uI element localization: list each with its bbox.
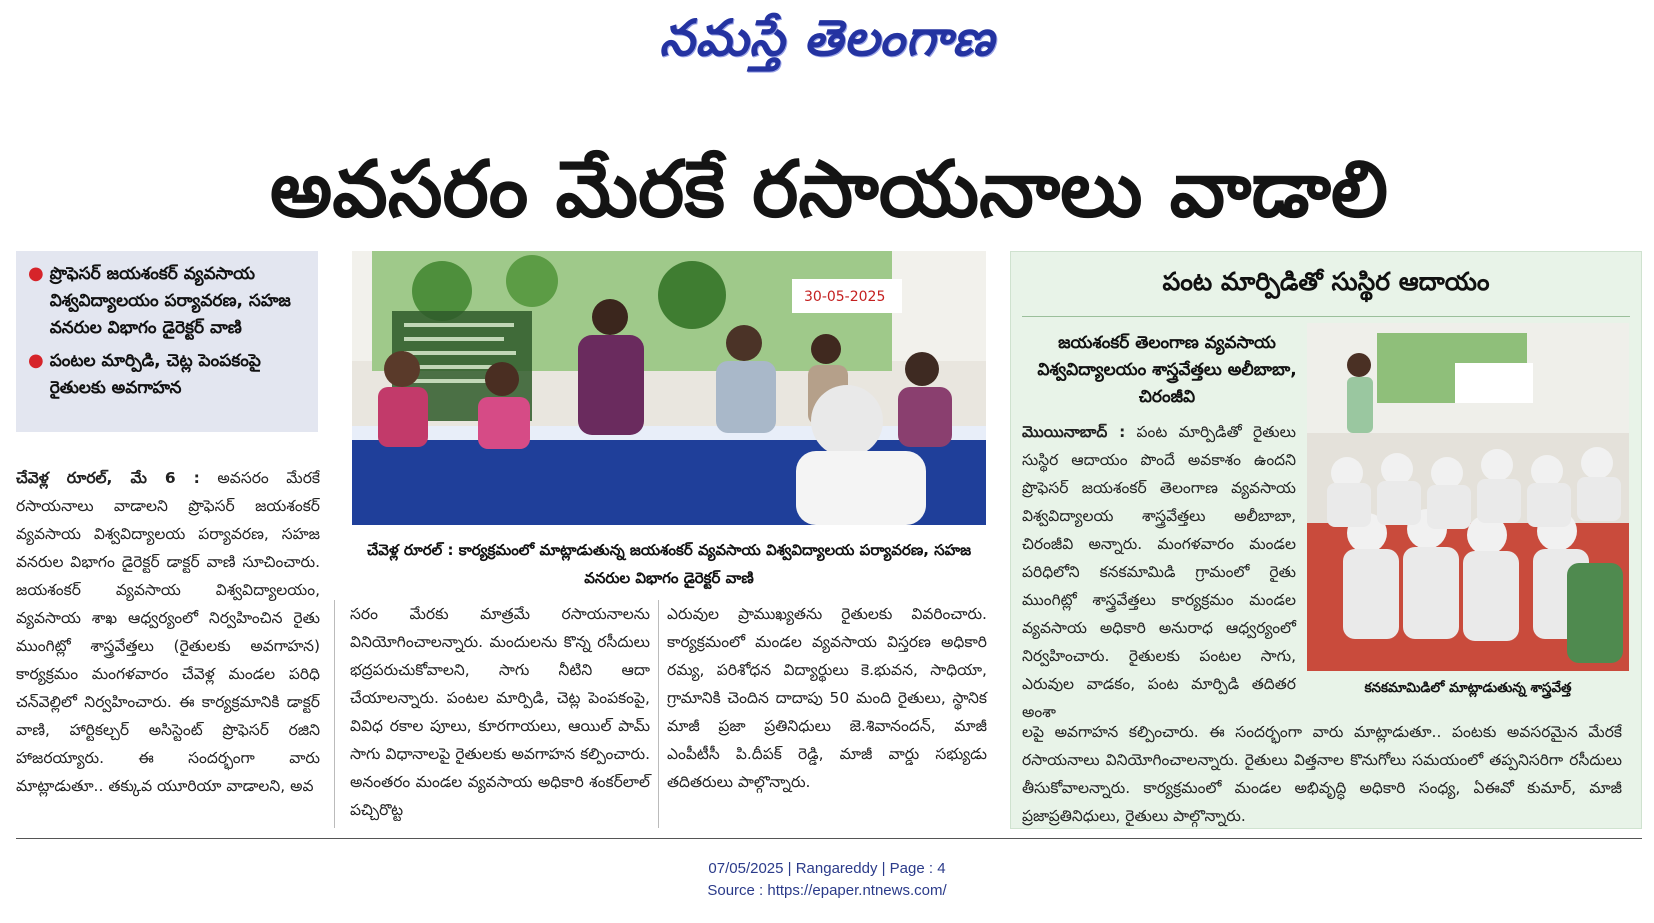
side-photo-illustration xyxy=(1307,323,1629,671)
side-photo-caption: కనకమామిడిలో మాట్లాడుతున్న శాస్త్రవేత్త xyxy=(1364,680,1572,696)
side-story-text: పంట మార్పిడితో రైతులు సుస్థిర ఆదాయం పొందే అవకాశం ఉందని ప్రొఫెసర్ జయశంకర్ తెలంగాణ వ్యవసాయ విశ్వవిద్యాలయ శాస్త్రవేత్తలు అలీబాబా, చిరంజీవి అన్నారు. మంగళవారం మండల పరిధిలోని కనకమామిడి గ్రామంలో రైతు ముంగిట్లో శాస్త్రవేత్తలు కార్యక్రమం మండల వ్యవసాయ అధికారి అనురాధ ఆధ్వర్యంలో నిర్వహించారు. రైతులకు పంటల సాగు, ఎరువుల వాడకం, పంట మార్పిడి తదితర అంశా xyxy=(1022,423,1296,721)
dateline: చేవెళ్ల రూరల్, మే 6 : xyxy=(16,469,200,487)
side-story-photo xyxy=(1307,323,1629,671)
side-dateline: మొయినాబాద్ : xyxy=(1022,423,1126,441)
page-footer xyxy=(0,858,1654,902)
column-divider xyxy=(334,600,335,828)
story-column-2: సరం మేరకు మాత్రమే రసాయనాలను వినియోగించాలన్నారు. మందులను కొన్న రసీదులు భద్రపరుచుకోవాలని, సాగు నీటిని ఆదా చేయాలన్నారు. పంటల మార్పిడి, చెట్ల పెంపకంపై, వివిధ రకాల పూలు, కూరగాయలు, ఆయిల్ పామ్ సాగు విధానాలపై రైతులకు అవగాహన కల్పించారు. అనంతరం మండల వ్యవసాయ అధికారి శంకర్‌లాల్ పచ్చిరొట్ట xyxy=(350,605,650,819)
story-column-1 xyxy=(16,464,320,800)
footer-date-edition: 07/05/2025 | Rangareddy | Page : 4 xyxy=(708,860,946,877)
side-story-column xyxy=(1022,418,1296,726)
headline: అవసరం మేరకే రసాయనాలు వాడాలి xyxy=(269,145,1389,235)
story-column-3: ఎరువుల ప్రాముఖ్యతను రైతులకు వివరించారు. కార్యక్రమంలో మండల వ్యవసాయ విస్తరణ అధికారి రమ్య, పరిశోధన విద్యార్థులు కె.భువన, సాధియా, గ్రామానికి చెందిన దాదాపు 50 మంది రైతులు, స్థానిక మాజీ ప్రజా ప్రతినిధులు జె.శివానందన్, మాజీ ఎంపీటీసీ పి.దీపక్ రెడ్డి, మాజీ వార్డు సభ్యుడు తదితరులు పాల్గొన్నారు. xyxy=(667,605,987,791)
highlight-item xyxy=(28,261,306,342)
bullet-icon: ● xyxy=(28,350,44,371)
highlight-item xyxy=(28,348,306,402)
page-bottom-rule xyxy=(16,838,1642,839)
story-text: అవసరం మేరకే రసాయనాలు వాడాలని ప్రొఫెసర్ జయశంకర్ వ్యవసాయ విశ్వవిద్యాలయ పర్యావరణ, సహజ వనరుల విభాగం డైరెక్టర్ డాక్టర్ వాణి సూచించారు. జయశంకర్ వ్యవసాయ విశ్వవిద్యాలయం, వ్యవసాయ శాఖ ఆధ్వర్యంలో నిర్వహించిన రైతు ముంగిట్లో శాస్త్రవేత్తలు (రైతులకు అవగాహన) కార్యక్రమం మంగళవారం చేవెళ్ల మండల పరిధి చన్‌వెల్లిలో నిర్వహించారు. ఈ కార్యక్రమానికి డాక్టర్ వాణి, హార్టికల్చర్ అసిస్టెంట్ ప్రొఫెసర్ రజిని హాజరయ్యారు. ఈ సందర్భంగా వారు మాట్లాడుతూ.. తక్కువ యూరియా వాడాలని, అవ xyxy=(16,469,320,795)
event-photo xyxy=(352,251,986,525)
photo-caption: చేవెళ్ల రూరల్ : కార్యక్రమంలో మాట్లాడుతున్న జయశంకర్ వ్యవసాయ విశ్వవిద్యాలయ పర్యావరణ, సహజ వనరుల విభాగం డైరెక్టర్ వాణి xyxy=(366,541,972,587)
bullet-icon: ● xyxy=(28,263,44,284)
side-story-subtitle: జయశంకర్ తెలంగాణ వ్యవసాయ విశ్వవిద్యాలయం శాస్త్రవేత్తలు అలీబాబా, చిరంజీవి xyxy=(1037,333,1297,407)
event-photo-illustration xyxy=(352,251,986,525)
side-story-continuation: లపై అవగాహన కల్పించారు. ఈ సందర్భంగా వారు మాట్లాడుతూ.. పంటకు అవసరమైన మేరకే రసాయనాలు వినియోగించాలన్నారు. రైతులు విత్తనాల కొనుగోలు సమయంలో తప్పనిసరిగా రసీదులు తీసుకోవాలన్నారు. కార్యక్రమంలో మండల అభివృద్ధి అధికారి సంధ్య, ఏఈవో కుమార్, మాజీ ప్రజాప్రతినిధులు, రైతులు పాల్గొన్నారు. xyxy=(1022,723,1622,825)
highlights-box xyxy=(16,251,318,432)
newspaper-masthead: నమస్తే తెలంగాణ xyxy=(659,9,995,67)
footer-source: Source : https://epaper.ntnews.com/ xyxy=(707,882,947,899)
side-story-title: పంట మార్పిడితో సుస్థిర ఆదాయం xyxy=(1162,267,1490,296)
highlight-text: ప్రొఫెసర్ జయశంకర్ వ్యవసాయ విశ్వవిద్యాలయం పర్యావరణ, సహజ వనరుల విభాగం డైరెక్టర్ వాణి xyxy=(49,264,291,338)
column-divider xyxy=(658,600,659,828)
banner-date-text: 30-05-2025 xyxy=(804,289,886,305)
panel-divider xyxy=(1022,316,1630,317)
highlight-text: పంటల మార్పిడి, చెట్ల పెంపకంపై రైతులకు అవగాహన xyxy=(49,351,261,398)
